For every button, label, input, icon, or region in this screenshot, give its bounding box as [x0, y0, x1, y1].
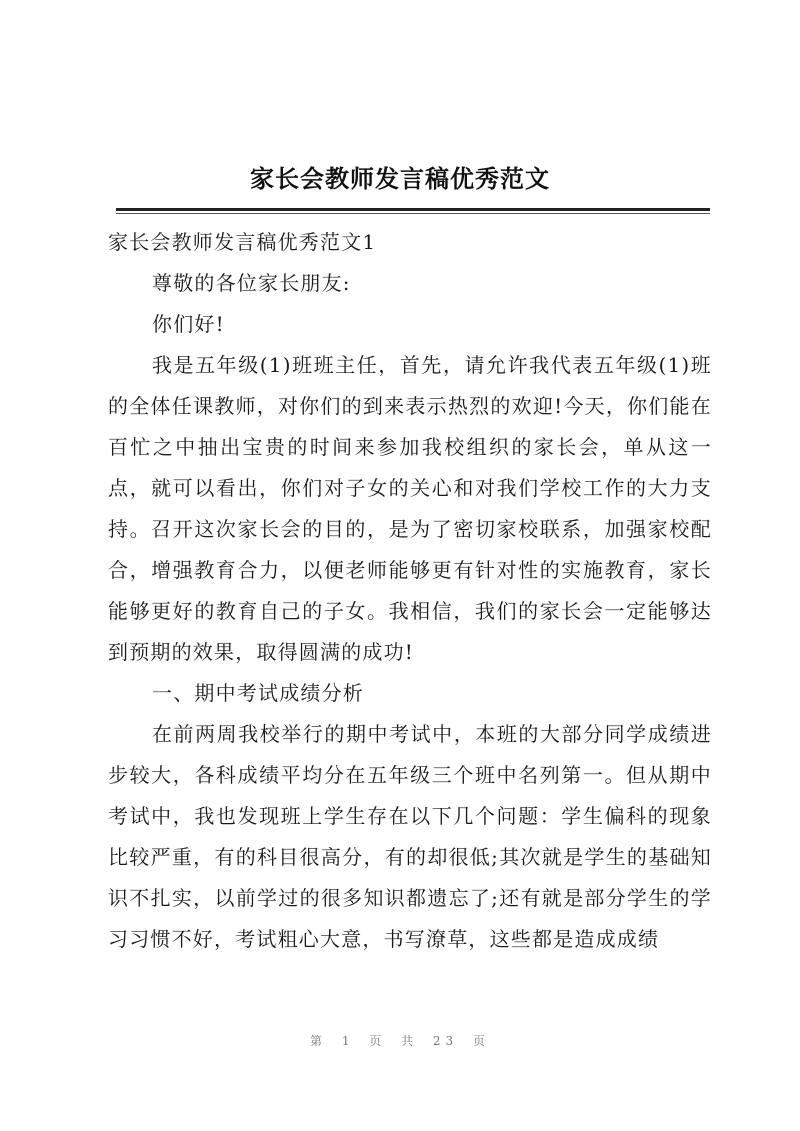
body-paragraph: 在前两周我校举行的期中考试中，本班的大部分同学成绩进步较大，各科成绩平均分在五年级三个班中名列第一。但从期中考试中，我也发现班上学生存在以下几个问题：学生偏科的现象比较严重，有的科目很高分，有的却很低;其次就是学生的基础知识不扎实，以前学过的很多知识都遗忘了;还有就是部分学生的学习习惯不好，考试粗心大意，书写潦草，这些都是造成成绩: [108, 722, 712, 951]
salutation: 尊敬的各位家长朋友:: [152, 271, 351, 295]
subsection-heading: 一、期中考试成绩分析: [152, 681, 364, 705]
title-divider: [116, 208, 710, 211]
body-paragraph: 我是五年级(1)班班主任，首先，请允许我代表五年级(1)班的全体任课教师，对你们的到来表示热烈的欢迎!今天，你们能在百忙之中抽出宝贵的时间来参加我校组织的家长会，单从这一点，就可以看出，你们对子女的关心和对我们学校工作的大力支持。召开这次家长会的目的，是为了密切家校联系，加强家校配合，增强教育合力，以便老师能够更有针对性的实施教育，家长能够更好的教育自己的子女。我相信，我们的家长会一定能够达到预期的效果，取得圆满的成功!: [108, 353, 712, 664]
page-number: 第 1 页 共 23 页: [310, 1034, 490, 1048]
greeting: 你们好!: [152, 312, 225, 336]
document-body: [108, 222, 712, 960]
section-heading: 家长会教师发言稿优秀范文1: [108, 230, 377, 254]
document-title: 家长会教师发言稿优秀范文: [250, 164, 550, 193]
